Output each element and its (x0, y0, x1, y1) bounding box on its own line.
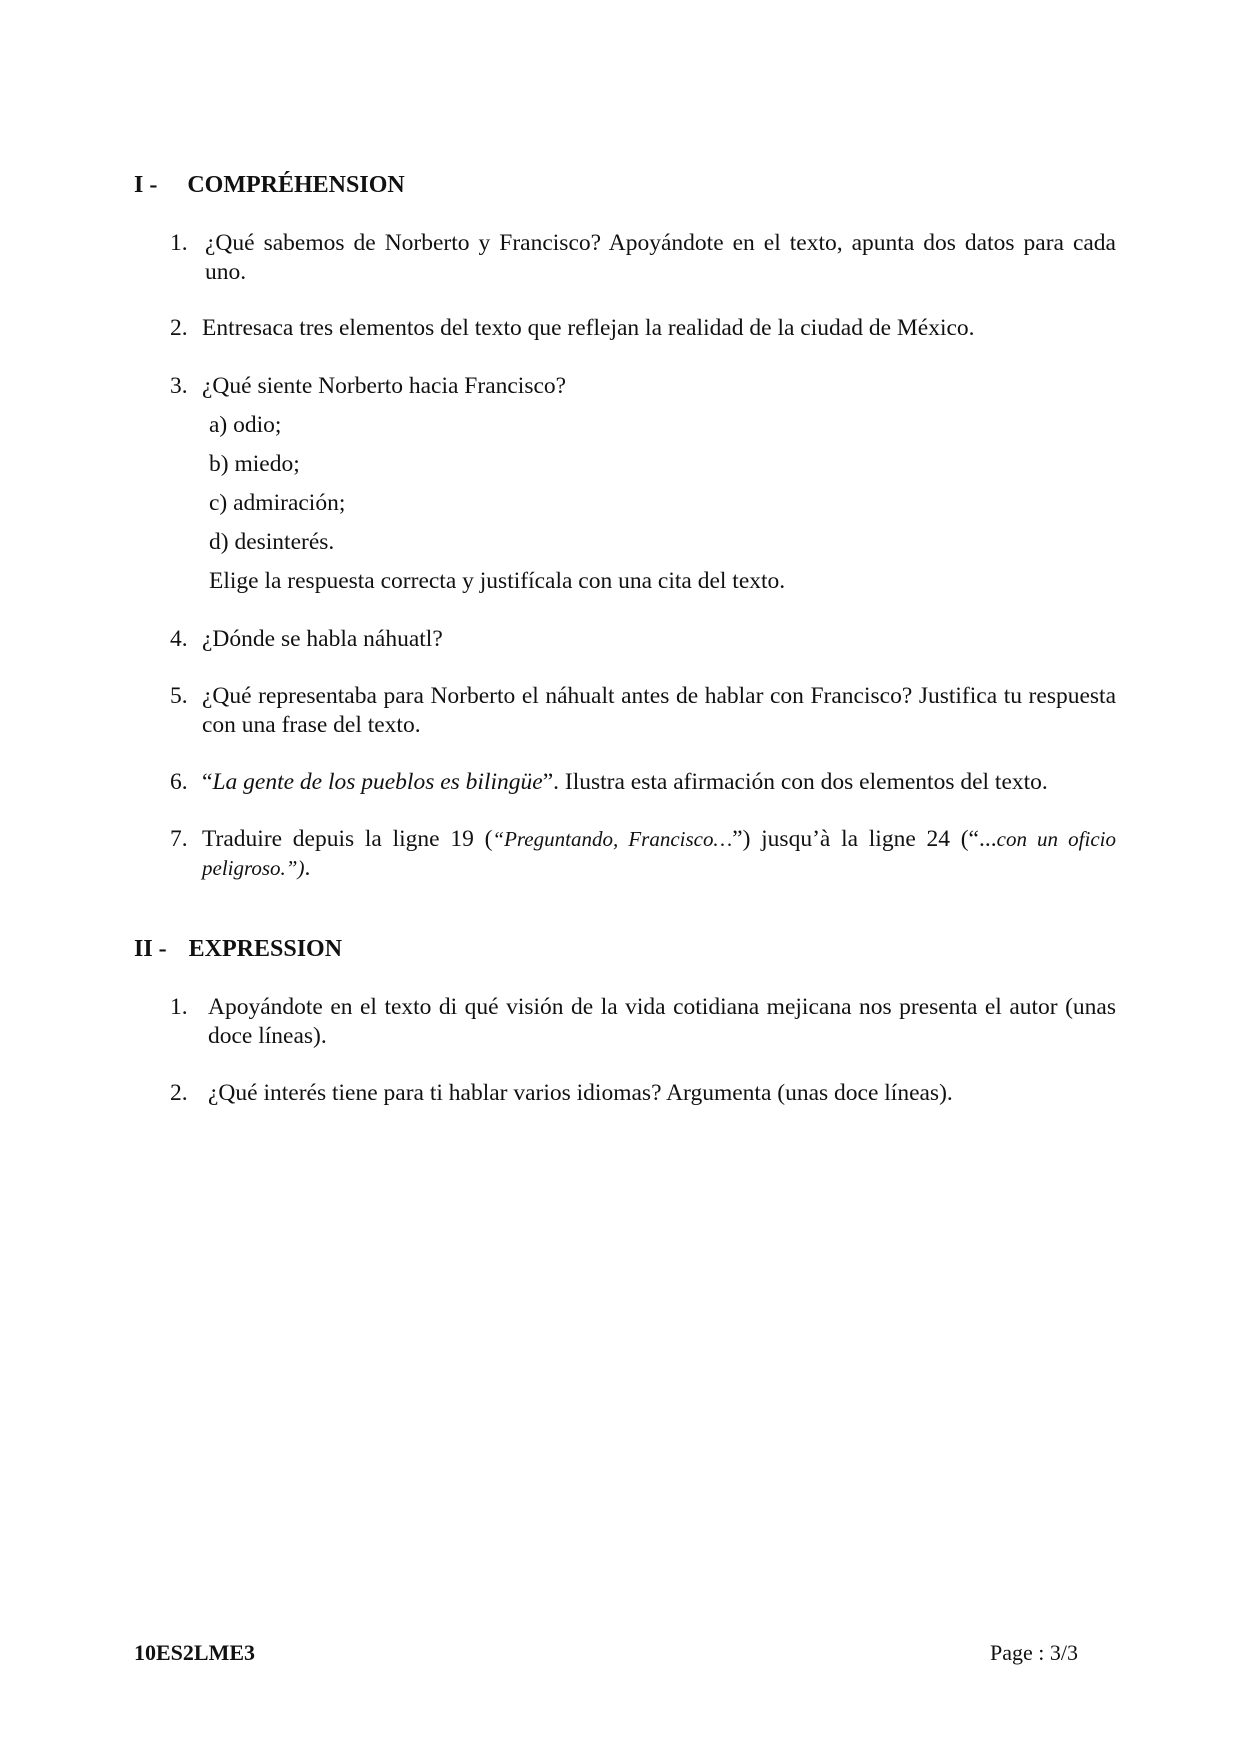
section-title: EXPRESSION (188, 936, 343, 962)
footer-page-number: Page : 3/3 (990, 1640, 1078, 1665)
option-b: b) miedo; (209, 451, 300, 477)
text-part: ”) jusqu’à la ligne 24 (“... (732, 826, 997, 852)
question-5 (170, 682, 1116, 740)
option-d: d) desinterés. (209, 529, 335, 555)
question-text: ¿Qué sabemos de Norberto y Francisco? Apoyándote en el texto, apunta dos datos para cada uno. (205, 230, 1116, 285)
text-part: . (304, 855, 311, 881)
question-number: 7. (170, 826, 188, 852)
italic-part: “Preguntando, Francisco… (492, 827, 733, 851)
question-text: ¿Qué representaba para Norberto el náhualt antes de hablar con Francisco? Justifica tu respuesta con una frase del texto. (202, 683, 1116, 738)
expression-question-2 (170, 1079, 1116, 1108)
question-number: 2. (170, 315, 188, 341)
question-7 (170, 825, 1116, 883)
question-text: ¿Dónde se habla náhuatl? (202, 626, 443, 652)
question-text: ¿Qué interés tiene para ti hablar varios idiomas? Argumenta (unas doce líneas). (208, 1080, 953, 1106)
quote-close: ”. Ilustra esta afirmación con dos elementos del texto. (542, 769, 1048, 795)
question-6 (170, 768, 1116, 797)
question-number: 1. (170, 994, 188, 1020)
question-number: 4. (170, 626, 188, 652)
question-3 (170, 372, 1116, 401)
question-text (202, 768, 1116, 797)
question-number: 1. (170, 230, 188, 256)
question-number: 3. (170, 373, 188, 399)
italic-part: con un oficio peligroso.”) (202, 827, 1116, 880)
expression-question-1 (170, 993, 1116, 1051)
question-4 (170, 625, 1116, 654)
section-heading-comprehension (134, 172, 405, 199)
question-number: 2. (170, 1080, 188, 1106)
section-title: COMPRÉHENSION (187, 172, 405, 198)
question-number: 6. (170, 769, 188, 795)
question-number: 5. (170, 683, 188, 709)
text-part: Traduire depuis la ligne 19 ( (202, 826, 493, 852)
question-2 (170, 314, 1116, 343)
footer-code: 10ES2LME3 (134, 1640, 256, 1665)
question-text: Entresaca tres elementos del texto que reflejan la realidad de la ciudad de México. (202, 315, 975, 341)
quote-italic: La gente de los pueblos es bilingüe (212, 769, 543, 795)
question-1 (170, 229, 1116, 287)
section-number: I - (134, 172, 158, 198)
option-a: a) odio; (209, 412, 282, 438)
section-heading-expression (134, 936, 342, 963)
question-3-instruction: Elige la respuesta correcta y justifícala con una cita del texto. (209, 568, 786, 594)
question-text: ¿Qué siente Norberto hacia Francisco? (202, 373, 567, 399)
question-text: Apoyándote en el texto di qué visión de la vida cotidiana mejicana nos presenta el autor (unas doce líneas). (208, 994, 1116, 1049)
option-c: c) admiración; (209, 490, 346, 516)
question-text (202, 825, 1116, 883)
section-number: II - (134, 936, 167, 962)
quote-open: “ (202, 769, 213, 795)
